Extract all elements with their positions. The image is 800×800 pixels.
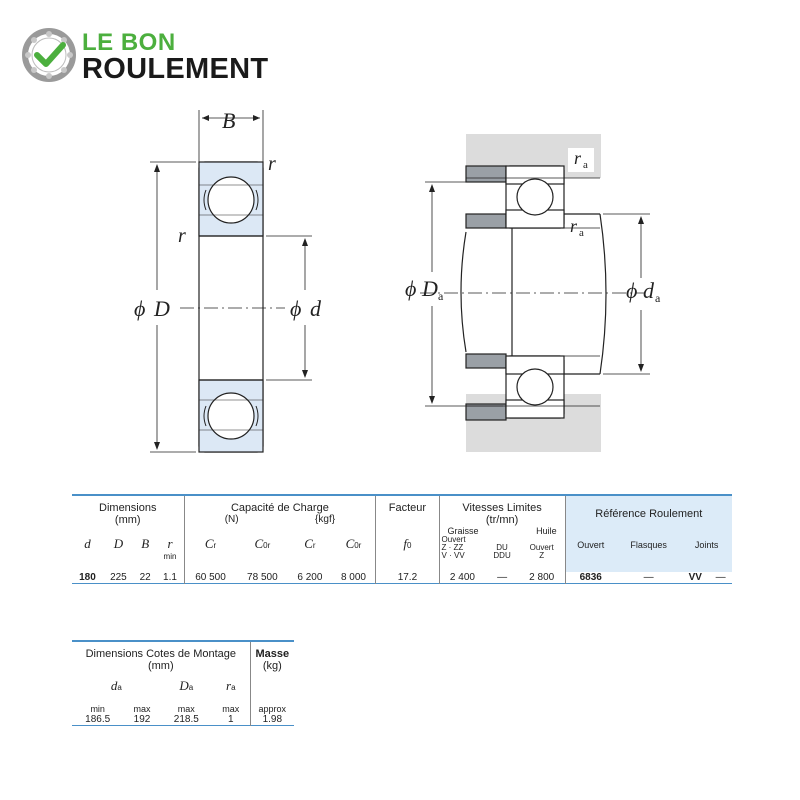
col-ouvert-huile: Ouvert Z [519,536,565,572]
label-approx: approx [258,704,287,714]
col-ref-flasques: Flasques [616,536,681,572]
cell-d: 180 [79,572,96,583]
cell-C0r-kgf: 8 000 [332,572,376,584]
cell-da-min: 186.5 [85,714,111,725]
label-max-da: max [133,704,151,714]
label-ra-mid: r [570,216,578,236]
cell-Da-max: 218.5 [173,714,199,725]
mounting-section-right [420,134,650,452]
cell-f0: 17.2 [376,572,439,584]
cell-v-huile: 2 800 [519,572,565,584]
cell-C0r: 78 500 [247,572,278,583]
specs-table [72,494,732,584]
label-phi-Da: ϕ [405,276,417,301]
cell-ra-max: 1 [212,714,250,726]
cell-flasques: — [643,572,654,583]
dimensions-header: Dimensions (mm) [72,495,184,536]
cell-joints2: — [715,572,726,583]
col-d: d [84,536,91,551]
label-da-sub: a [655,291,661,305]
mounting-header: Dimensions Cotes de Montage (mm) [72,641,250,672]
cell-Cr-kgf: 6 200 [297,572,323,583]
col-Cr-kgf: Cr [304,536,316,551]
cell-D: 225 [110,572,127,583]
col-Da: Da [179,678,194,693]
facteur-header: Facteur [376,495,439,536]
label-max-Da: max [177,704,195,714]
label-phi-D: ϕ [134,296,146,321]
label-r-top: r [268,153,276,175]
bearing-section-left [150,110,312,452]
vitesses-header: Vitesses Limites (tr/mn) Graisse Huile [439,495,565,536]
table-row [72,714,294,726]
label-ra-top-sub: a [583,159,588,171]
label-r-left: r [178,225,186,247]
label-phi-d: ϕ [290,296,302,321]
logo-line1: LE BON [82,29,176,56]
label-d: d [310,296,321,321]
label-Da-sub: a [438,289,444,303]
masse-header: Masse (kg) [255,648,290,672]
label-phi-da: ϕ [626,278,638,303]
cell-da-max: 192 [133,714,151,725]
label-D: D [154,296,170,321]
logo-line2: ROULEMENT [82,53,269,85]
col-D: D [113,536,124,551]
col-Cr: Cr [204,536,217,551]
cell-Cr: 60 500 [195,572,226,583]
label-Da: D [422,276,438,301]
label-min: min [90,704,105,714]
cell-r: 1.1 [156,572,184,584]
mounting-table [72,640,294,726]
label-B: B [222,108,236,133]
col-ouvert-graisse: Ouvert Z · ZZ V · VV [441,535,466,560]
capacite-header: Capacité de Charge (N) {kgf} [184,495,376,536]
cell-v-graisse: 2 400 [449,572,475,583]
cell-v-du: — [497,572,508,583]
col-ref-joints: Joints [681,536,732,572]
reference-header: Référence Roulement [565,495,732,536]
col-da: da [110,678,122,693]
table-row [72,572,732,584]
label-ra-mid-sub: a [579,227,584,239]
col-ref-ouvert: Ouvert [565,536,616,572]
cell-B: 22 [139,572,151,583]
cell-masse: 1.98 [262,714,283,725]
col-B: B [141,536,150,551]
col-ra: ra [212,672,250,704]
cell-joints: VV [688,572,702,583]
label-ra-top: r [574,148,582,168]
col-f0: f0 [376,536,439,572]
col-C0r: C0r [254,536,271,551]
col-C0r-kgf: C0r [332,536,376,572]
label-max-ra: max [212,704,250,714]
col-r: r min [156,536,184,572]
cell-ref: 6836 [579,572,602,583]
label-da: d [643,278,654,303]
col-du: DU DDU [493,543,511,560]
